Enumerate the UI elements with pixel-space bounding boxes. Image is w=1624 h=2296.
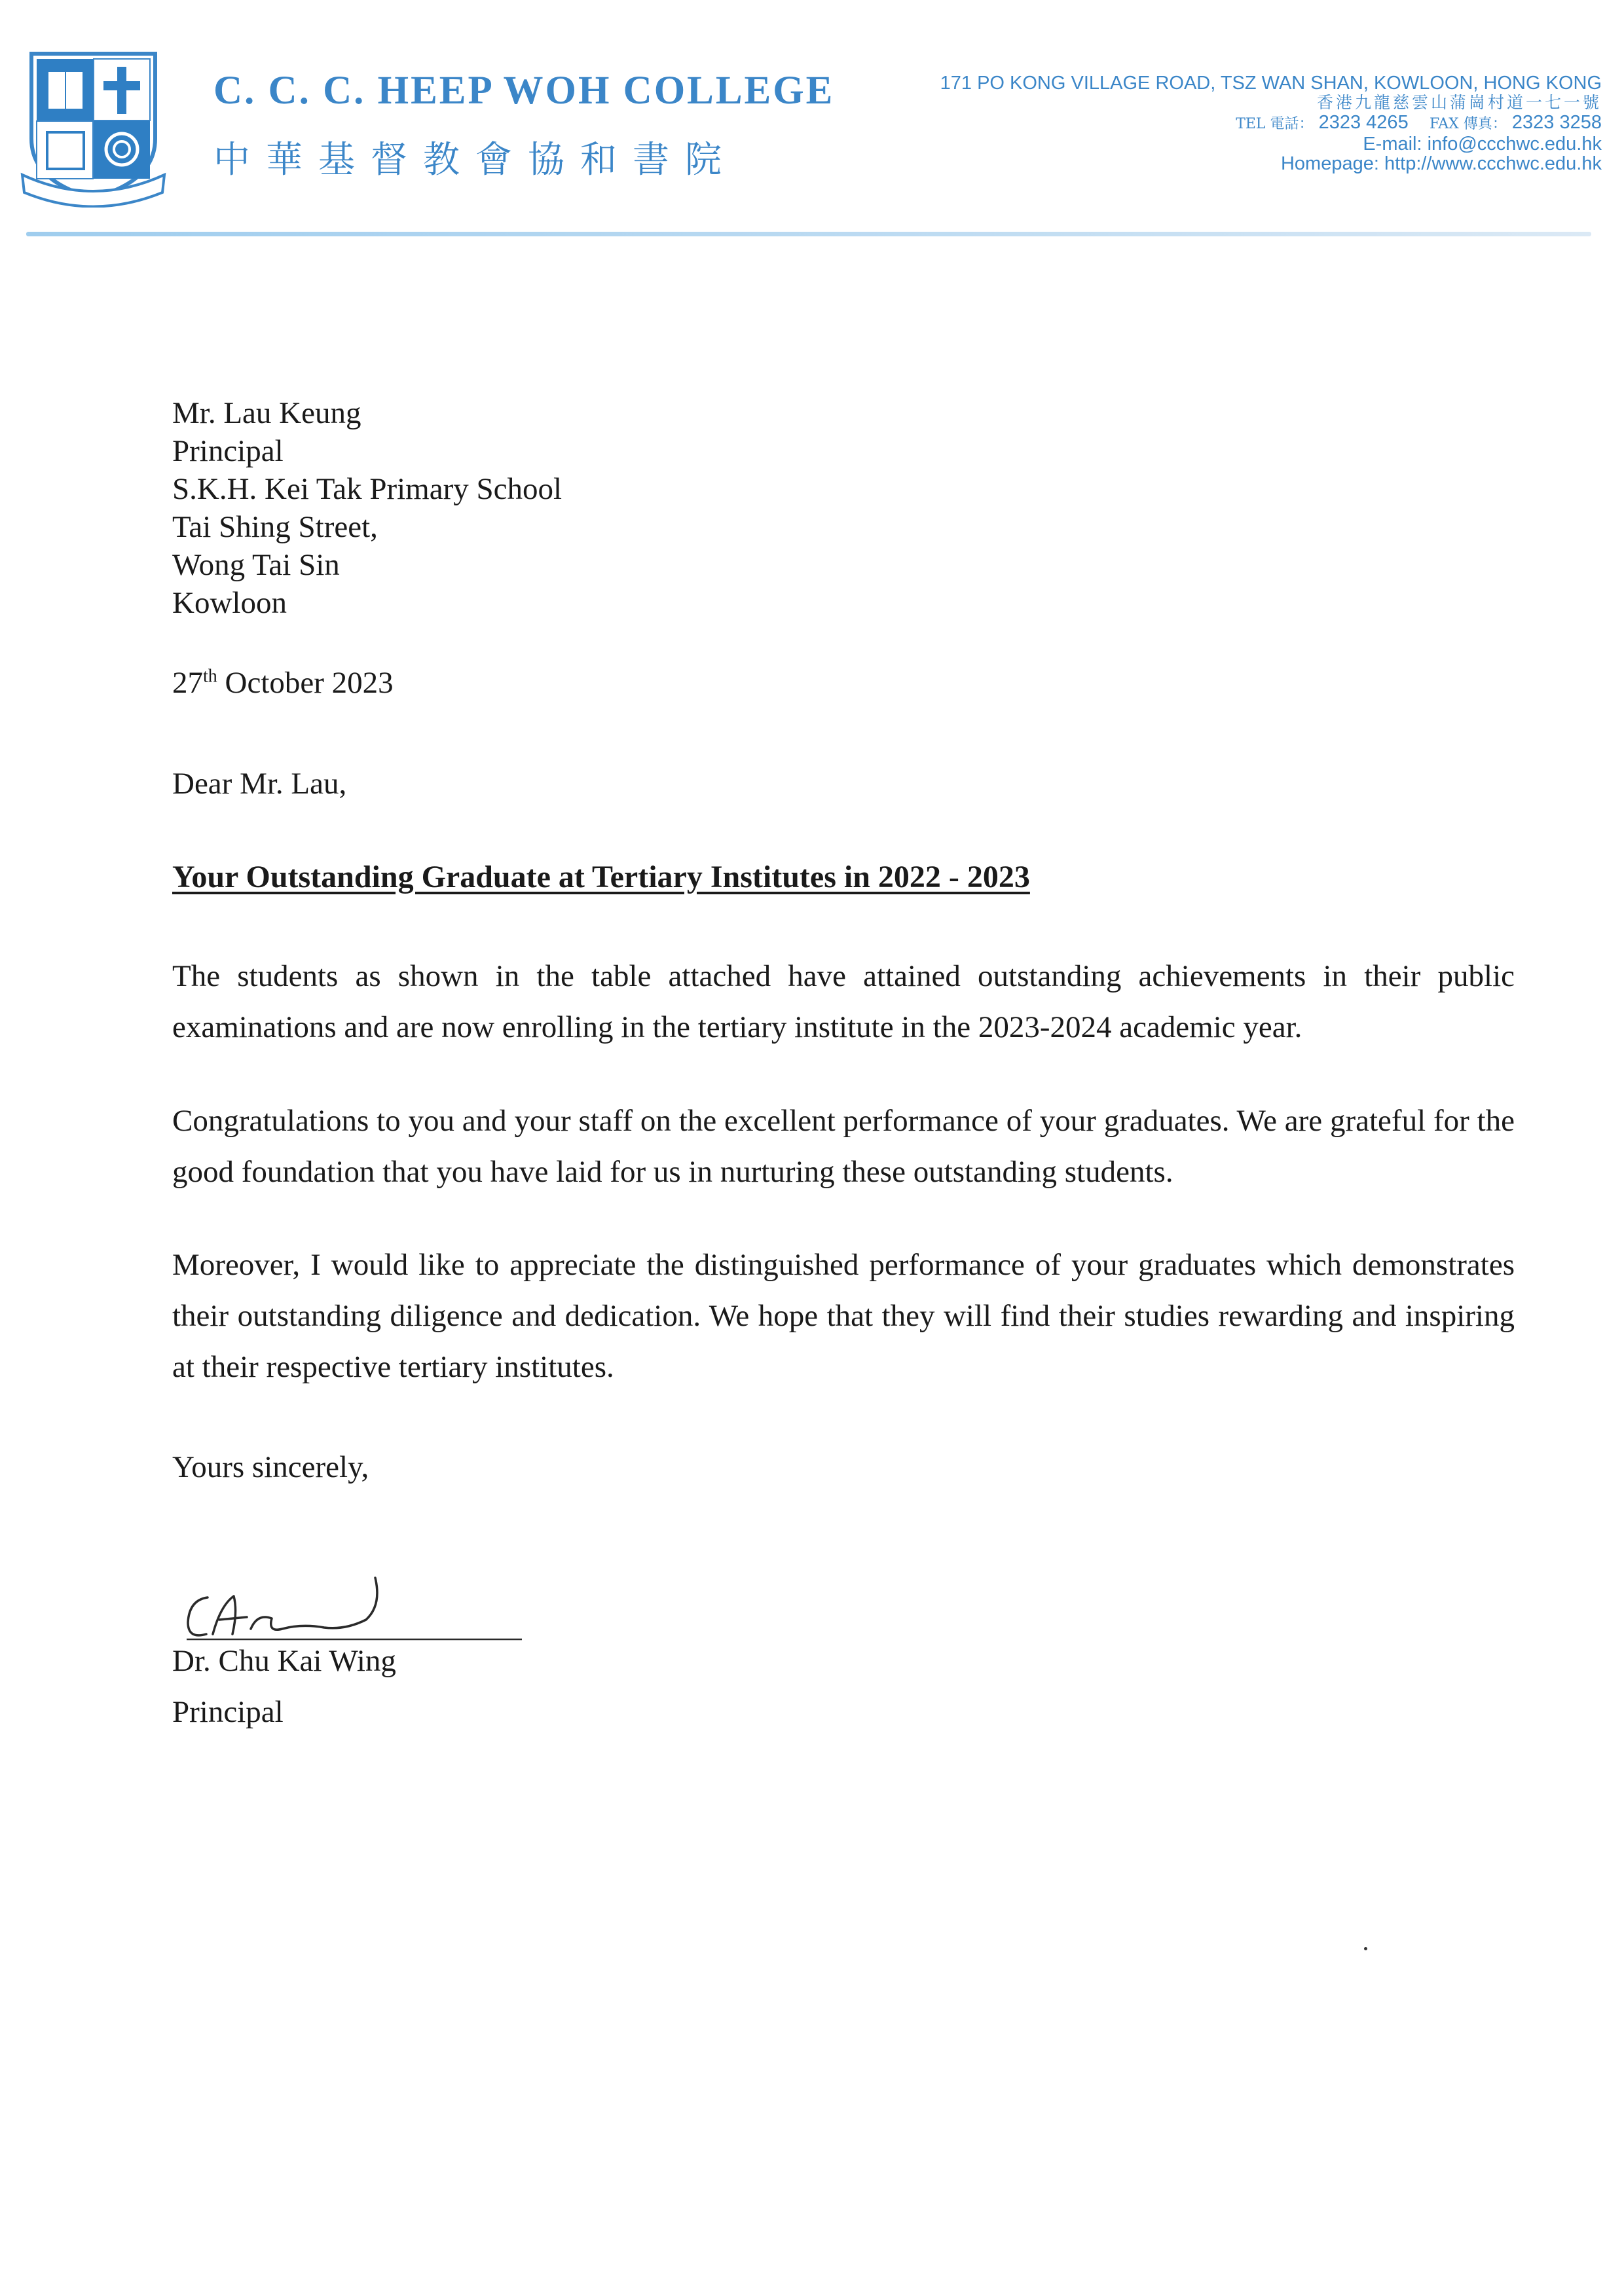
fax-label: FAX 傳真： bbox=[1429, 116, 1507, 132]
signature-icon bbox=[174, 1566, 540, 1651]
recipient-line: Tai Shing Street, bbox=[172, 510, 378, 544]
letter-date bbox=[172, 664, 394, 702]
scan-speck bbox=[1364, 1947, 1367, 1950]
closing: Yours sincerely, bbox=[172, 1450, 369, 1484]
recipient-address bbox=[172, 394, 562, 622]
recipient-line: Mr. Lau Keung bbox=[172, 396, 361, 430]
tel-number: 2323 4265 bbox=[1318, 112, 1409, 133]
phone-fax-line bbox=[881, 113, 1602, 134]
letterhead-divider bbox=[26, 232, 1591, 236]
recipient-line: Principal bbox=[172, 434, 284, 468]
handwritten-signature bbox=[174, 1566, 540, 1651]
address-english: 171 PO KONG VILLAGE ROAD, TSZ WAN SHAN, KOWLOON, HONG KONG bbox=[940, 73, 1602, 94]
school-crest-logo bbox=[20, 41, 167, 208]
salutation: Dear Mr. Lau, bbox=[172, 767, 347, 801]
email-line: E-mail: info@ccchwc.edu.hk bbox=[1363, 134, 1602, 155]
signatory-title: Principal bbox=[172, 1695, 284, 1729]
school-name-english: C. C. C. HEEP WOH COLLEGE bbox=[213, 69, 835, 113]
date-day: 27 bbox=[172, 666, 203, 700]
body-paragraph: The students as shown in the table attached have attained outstanding achievements in their public examinations and are now enrolling in the tertiary institute in the 2023-2024 academic year. bbox=[172, 959, 1515, 1044]
recipient-line: Wong Tai Sin bbox=[172, 548, 340, 582]
school-contact-block bbox=[881, 73, 1602, 173]
signatory-name: Dr. Chu Kai Wing bbox=[172, 1644, 396, 1678]
letter-subject: Your Outstanding Graduate at Tertiary Institutes in 2022 - 2023 bbox=[172, 860, 1030, 894]
address-chinese: 香港九龍慈雲山蒲崗村道一七一號 bbox=[1316, 93, 1602, 112]
recipient-line: Kowloon bbox=[172, 586, 287, 620]
body-paragraph: Congratulations to you and your staff on the excellent performance of your graduates. We are grateful for the good foundation that you have laid for us in nurturing these outstanding students. bbox=[172, 1104, 1515, 1189]
homepage-line: Homepage: http://www.ccchwc.edu.hk bbox=[1280, 153, 1602, 174]
body-paragraph: Moreover, I would like to appreciate the distinguished performance of your graduates which demonstrates their outstanding diligence and dedication. We hope that they will find their studies rewarding and inspiring at their respective tertiary institutes. bbox=[172, 1248, 1515, 1384]
date-rest: October 2023 bbox=[217, 666, 394, 700]
recipient-line: S.K.H. Kei Tak Primary School bbox=[172, 472, 563, 506]
date-suffix: th bbox=[203, 666, 217, 687]
fax-number: 2323 3258 bbox=[1511, 112, 1602, 133]
crest-icon bbox=[20, 41, 167, 208]
tel-label: TEL 電話： bbox=[1236, 116, 1314, 132]
school-name-chinese: 中華基督教會協和書院 bbox=[213, 139, 737, 181]
